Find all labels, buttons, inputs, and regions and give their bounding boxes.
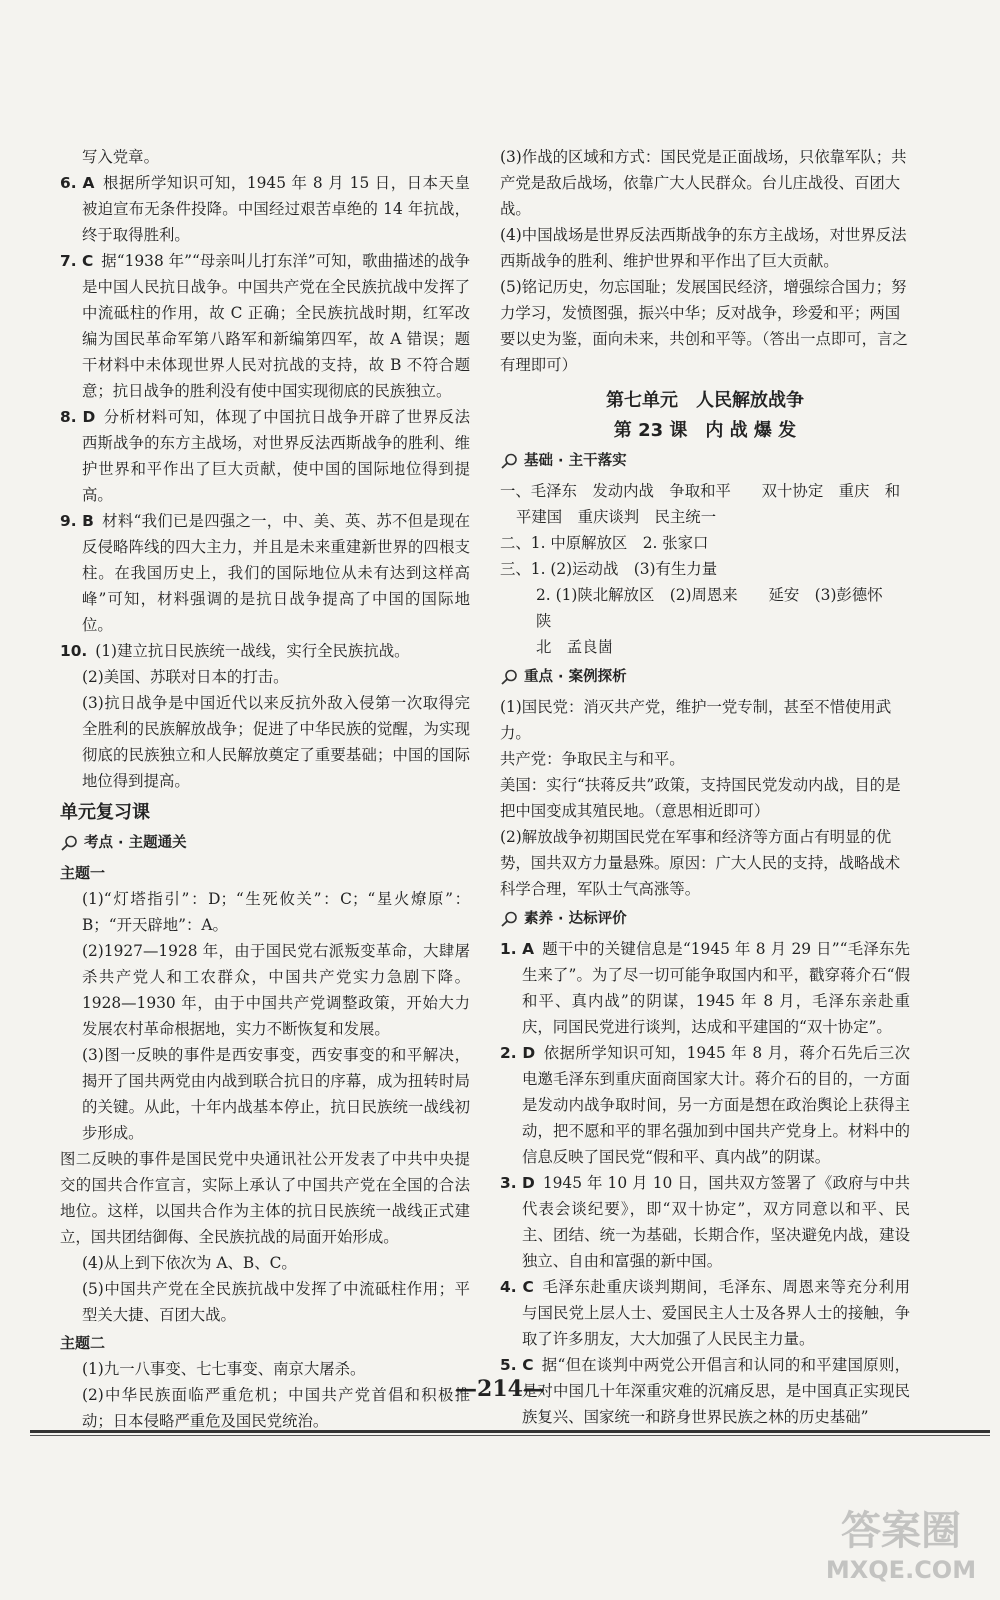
answer-number: 5. C xyxy=(500,1356,534,1374)
answer-text: (1)建立抗日民族统一战线，实行全民族抗战。 xyxy=(95,642,410,660)
answer-text: 据“但在谈判中两党公开倡言和认同的和平建国原则，是对中国几十年深重灾难的沉痛反思，是中国真正实现民族复兴、国家统一和跻身世界民族之林的历史基础” xyxy=(522,1356,910,1426)
answer-9 xyxy=(60,508,470,638)
answer-text: 根据所学知识可知，1945 年 8 月 15 日，日本天皇被迫宣布无条件投降。中国经过艰苦卓绝的 14 年抗战，终于取得胜利。 xyxy=(82,174,470,244)
bottom-rule-thin xyxy=(30,1435,990,1436)
bottom-rule xyxy=(30,1430,990,1433)
page-number: —214— xyxy=(455,1376,545,1402)
topic-2-answer-1: (1)九一八事变、七七事变、南京大屠杀。 xyxy=(82,1360,366,1378)
continuation-text: 写入党章。 xyxy=(82,148,159,166)
answer-number: 2. D xyxy=(500,1044,536,1062)
topic-1-answer-1: (1)“灯塔指引”：D；“生死攸关”：C；“星火燎原”：B；“开天辟地”：A。 xyxy=(82,890,470,934)
answer-number: 7. C xyxy=(60,252,94,270)
continuation-answer-4: (4)中国战场是世界反法西斯战争的东方主战场，对世界反法西斯战争的胜利、维护世界和平作出了巨大贡献。 xyxy=(500,226,907,270)
basic-answer-3-part2-cont: 北 孟良崮 xyxy=(536,638,613,656)
watermark-text: 答案圈 xyxy=(841,1508,961,1554)
magnifier-icon xyxy=(500,453,520,469)
section-tag-zhongdian xyxy=(500,664,910,690)
answer-text: 据“1938 年”“母亲叫儿打东洋”可知，歌曲描述的战争是中国人民抗日战争。中国共产党在全民族抗战中发挥了中流砥柱的作用，故 C 正确；全民族抗战时期，红军改编为国民革命军第八路军和新编第四军，故 A 错误；题干材料中未体现世界人民对抗战的支持，故 B 不符合题意；抗日战争的胜利没有使中国实现彻底的民族独立。 xyxy=(82,252,470,400)
section-tag-label: 考点 · 主题通关 xyxy=(84,835,187,851)
basic-answer-3: 三、1. (2)运动战 (3)有生力量 xyxy=(500,560,718,578)
section-tag-label: 素养 · 达标评价 xyxy=(524,911,627,927)
section-tag-label: 重点 · 案例探析 xyxy=(524,669,627,685)
answer-text: 题干中的关键信息是“1945 年 8 月 29 日”“毛泽东先生来了”。为了尽一切可能争取国内和平，戳穿蒋介石“假和平、真内战”的阴谋，1945 年 8 月，毛泽东亲赴重庆，同国民党进行谈判，达成和平建国的“双十协定”。 xyxy=(522,940,910,1036)
answer-text: 材料“我们已是四强之一，中、美、英、苏不但是现在反侵略阵线的四大主力，并且是未来重建新世界的四根支柱。在我国历史上，我们的国际地位从未有达到这样高峰”可知，材料强调的是抗日战争提高了中国的国际地位。 xyxy=(82,512,470,634)
answer-number: 1. A xyxy=(500,940,535,958)
eval-answer-2 xyxy=(500,1040,910,1170)
eval-answer-3 xyxy=(500,1170,910,1274)
basic-answer-3-part2: 2. (1)陕北解放区 (2)周恩来 延安 (3)彭德怀 陕 xyxy=(536,586,899,630)
lesson-title: 第 23 课 内 战 爆 发 xyxy=(613,420,797,441)
answer-text: 依据所学知识可知，1945 年 8 月，蒋介石先后三次电邀毛泽东到重庆面商国家大计。蒋介石的目的，一方面是发动内战争取时间，另一方面是想在政治舆论上获得主动，把不愿和平的罪名强加到中国共产党身上。材料中的信息反映了国民党“假和平、真内战”的阴谋。 xyxy=(522,1044,910,1166)
continuation-answer-3: (3)作战的区域和方式：国民党是正面战场，只依靠军队；共产党是敌后战场，依靠广大人民群众。台儿庄战役、百团大战。 xyxy=(500,148,907,218)
left-column xyxy=(60,144,470,1434)
magnifier-icon xyxy=(500,911,520,927)
answer-text: 分析材料可知，体现了中国抗日战争开辟了世界反法西斯战争的东方主战场，对世界反法西斯战争的胜利、维护世界和平作出了巨大贡献，使中国的国际地位得到提高。 xyxy=(82,408,470,504)
review-heading: 单元复习课 xyxy=(60,802,150,823)
section-tag-suyang xyxy=(500,906,910,932)
basic-answer-1: 一、毛泽东 发动内战 争取和平 双十协定 重庆 和 xyxy=(500,482,901,500)
basic-answer-2: 二、1. 中原解放区 2. 张家口 xyxy=(500,534,709,552)
case-answer-1c: 美国：实行“扶蒋反共”政策，支持国民党发动内战，目的是把中国变成其殖民地。（意思相近即可） xyxy=(500,776,901,820)
answer-8 xyxy=(60,404,470,508)
answer-10 xyxy=(60,638,470,664)
answer-number: 6. A xyxy=(60,174,95,192)
unit-title: 第七单元 人民解放战争 xyxy=(606,390,804,411)
basic-answer-1-cont: 平建国 重庆谈判 民主统一 xyxy=(516,508,717,526)
topic-1-answer-4: (4)从上到下依次为 A、B、C。 xyxy=(82,1254,297,1272)
topic-2-answer-2: (2)中华民族面临严重危机；中国共产党首倡和积极推动；日本侵略严重危及国民党统治。 xyxy=(82,1386,470,1430)
topic-1-answer-2: (2)1927—1928 年，由于国民党右派叛变革命，大肆屠杀共产党人和工农群众，中国共产党实力急剧下降。1928—1930 年，由于中国共产党调整政策，开始大力发展农村革命根据地，实力不断恢复和发展。 xyxy=(82,942,470,1038)
eval-answer-1 xyxy=(500,936,910,1040)
answer-6 xyxy=(60,170,470,248)
right-column xyxy=(500,144,910,1430)
section-tag-jichu xyxy=(500,448,910,474)
case-answer-1: (1)国民党：消灭共产党，维护一党专制，甚至不惜使用武力。 xyxy=(500,698,892,742)
section-tag-kaodian xyxy=(60,830,470,856)
answer-number: 4. C xyxy=(500,1278,534,1296)
answer-10-part2: (2)美国、苏联对日本的打击。 xyxy=(82,668,289,686)
watermark-url: MXQE.COM xyxy=(825,1556,977,1584)
continuation-answer-5: (5)铭记历史，勿忘国耻；发展国民经济，增强综合国力；努力学习，发愤图强，振兴中华；反对战争，珍爱和平；两国要以史为鉴，面向未来，共创和平等。（答出一点即可，言之有理即可） xyxy=(500,278,908,374)
answer-number: 8. D xyxy=(60,408,96,426)
answer-10-part3: (3)抗日战争是中国近代以来反抗外敌入侵第一次取得完全胜利的民族解放战争；促进了中华民族的觉醒，为实现彻底的民族独立和人民解放奠定了重要基础；中国的国际地位得到提高。 xyxy=(82,694,470,790)
watermark-logo xyxy=(816,1496,986,1586)
answer-number: 3. D xyxy=(500,1174,535,1192)
topic-2-title: 主题二 xyxy=(60,1334,106,1352)
answer-text: 1945 年 10 月 10 日，国共双方签署了《政府与中共代表会谈纪要》，即“双十协定”，双方同意以和平、民主、团结、统一为基础，长期合作，坚决避免内战，建设独立、自由和富强的新中国。 xyxy=(522,1174,910,1270)
answer-7 xyxy=(60,248,470,404)
answer-number: 9. B xyxy=(60,512,94,530)
topic-1-answer-3: (3)图一反映的事件是西安事变，西安事变的和平解决，揭开了国共两党由内战到联合抗日的序幕，成为扭转时局的关键。从此，十年内战基本停止，抗日民族统一战线初步形成。 xyxy=(82,1046,470,1142)
answer-number: 10. xyxy=(60,642,88,660)
answer-text: 毛泽东赴重庆谈判期间，毛泽东、周恩来等充分利用与国民党上层人士、爱国民主人士及各界人士的接触，争取了许多朋友，大大加强了人民民主力量。 xyxy=(522,1278,910,1348)
case-answer-2: (2)解放战争初期国民党在军事和经济等方面占有明显的优势，国共双方力量悬殊。原因：广大人民的支持，战略战术科学合理，军队士气高涨等。 xyxy=(500,828,901,898)
topic-1-answer-5: (5)中国共产党在全民族抗战中发挥了中流砥柱作用；平型关大捷、百团大战。 xyxy=(82,1280,470,1324)
case-answer-1b: 共产党：争取民主与和平。 xyxy=(500,750,685,768)
eval-answer-4 xyxy=(500,1274,910,1352)
magnifier-icon xyxy=(500,669,520,685)
topic-1-title: 主题一 xyxy=(60,864,106,882)
section-tag-label: 基础 · 主干落实 xyxy=(524,453,627,469)
magnifier-icon xyxy=(60,835,80,851)
topic-1-answer-3b: 图二反映的事件是国民党中央通讯社公开发表了中共中央提交的国共合作宣言，实际上承认了中国共产党在全国的合法地位。这样，以国共合作为主体的抗日民族统一战线正式建立，国共团结御侮、全民族抗战的局面开始形成。 xyxy=(60,1150,470,1246)
